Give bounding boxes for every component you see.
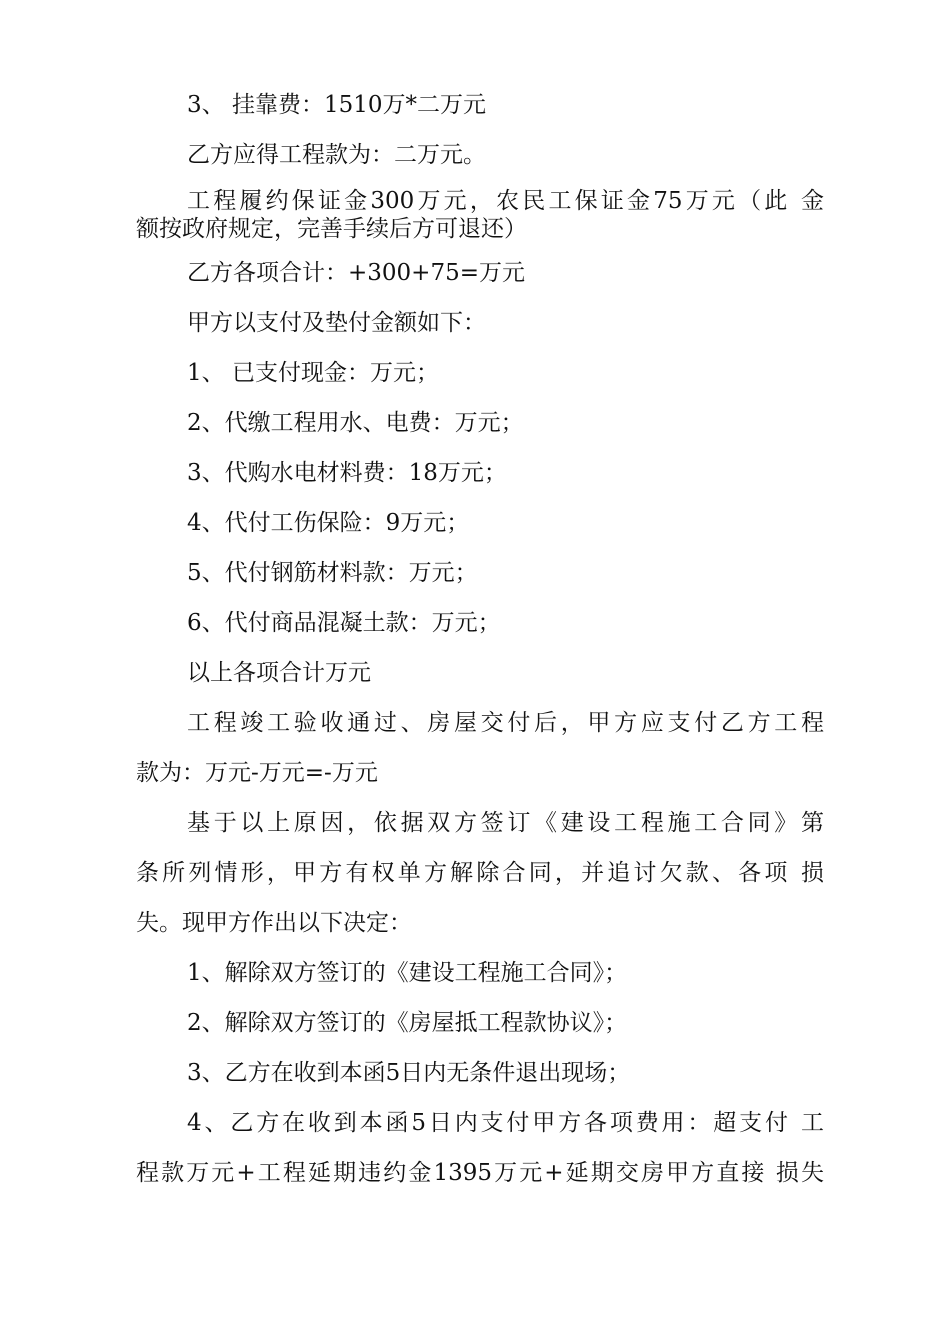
list-item-insurance: 4、代付工伤保险：9万元； — [187, 510, 470, 536]
text-line-completion: 工程竣工验收通过、房屋交付后，甲方应支付乙方工程 — [187, 710, 824, 736]
list-item-utilities: 2、代缴工程用水、电费：万元； — [187, 410, 524, 436]
text-line-basis: 基于以上原因，依据双方签订《建设工程施工合同》第 — [187, 810, 824, 836]
text-line-completion-cont: 款为：万元-万元=-万元 — [136, 760, 378, 786]
text-line-decision: 失。现甲方作出以下决定： — [136, 910, 412, 936]
text-line-fee: 3、 挂靠费：1510万*二万元 — [187, 92, 486, 118]
text-line-deposit: 工程履约保证金300万元，农民工保证金75万元（此 金 — [187, 188, 824, 214]
text-line-party-b-due: 乙方应得工程款为：二万元。 — [187, 142, 486, 168]
list-item-terminate-contract: 1、解除双方签订的《建设工程施工合同》； — [187, 960, 628, 986]
list-item-pay-fees-cont: 程款万元+工程延期违约金1395万元+延期交房甲方直接 损失 — [136, 1160, 824, 1186]
text-line-sum: 以上各项合计万元 — [187, 660, 371, 686]
list-item-materials: 3、代购水电材料费：18万元； — [187, 460, 507, 486]
list-item-steel: 5、代付钢筋材料款：万元； — [187, 560, 478, 586]
text-line-party-b-total: 乙方各项合计：+300+75=万元 — [187, 260, 525, 286]
list-item-terminate-agreement: 2、解除双方签订的《房屋抵工程款协议》； — [187, 1010, 628, 1036]
text-line-deposit-cont: 额按政府规定，完善手续后方可退还） — [136, 216, 527, 242]
list-item-exit-site: 3、乙方在收到本函5日内无条件退出现场； — [187, 1060, 631, 1086]
list-item-concrete: 6、代付商品混凝土款：万元； — [187, 610, 501, 636]
text-line-basis-cont: 条所列情形，甲方有权单方解除合同，并追讨欠款、各项 损 — [136, 860, 824, 886]
text-line-party-a-paid: 甲方以支付及垫付金额如下： — [187, 310, 486, 336]
list-item-pay-fees: 4、乙方在收到本函5日内支付甲方各项费用：超支付 工 — [187, 1110, 824, 1136]
list-item-cash: 1、 已支付现金：万元； — [187, 360, 439, 386]
